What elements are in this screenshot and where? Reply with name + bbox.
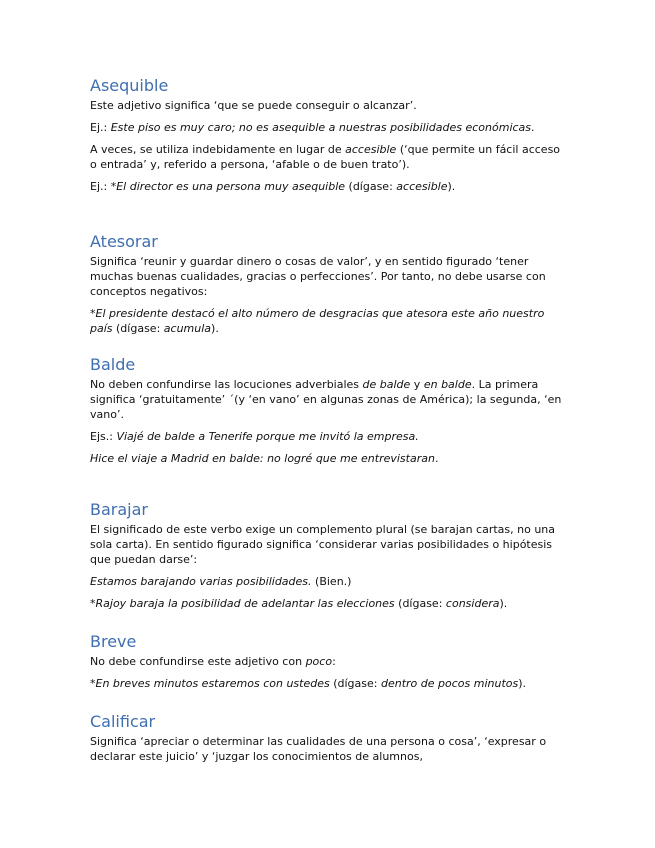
correction-end: ).	[211, 322, 219, 335]
definition-text: No deben confundirse las locuciones adverbiales	[90, 378, 363, 391]
example-suffix: .	[434, 452, 439, 465]
incorrect-example: *En breves minutos estaremos con ustedes	[90, 677, 330, 690]
example-text: Viajé de balde a Tenerife porque me invitó la empresa.	[116, 430, 419, 443]
example-paragraph	[90, 429, 570, 444]
example-text: Estamos barajando varias posibilidades.	[90, 575, 312, 588]
correction-label: (dígase:	[112, 322, 164, 335]
definition-paragraph	[90, 522, 570, 567]
note-paragraph	[90, 142, 570, 172]
example-suffix: (Bien.)	[311, 575, 352, 588]
definition-text: Significa ‘reunir y guardar dinero o cosas de valor’, y en sentido figurado ‘tener muchas buenas cualidades, gracias o perfecciones’. Por tanto, no debe usarse con conceptos negativos:	[90, 255, 546, 298]
definition-text: . La primera significa ‘gratuitamente’ ´(y ‘en vano’ en algunas zonas de América); la segunda, ‘en vano’.	[90, 378, 562, 421]
example-paragraph	[90, 596, 570, 611]
incorrect-example: *El presidente destacó el alto número de desgracias que atesora este año nuestro país	[90, 307, 545, 335]
correction-label: (dígase:	[329, 677, 381, 690]
example-prefix: Ejs.:	[90, 430, 117, 443]
example-paragraph	[90, 120, 570, 135]
correction-word: accesible	[396, 180, 448, 193]
definition-paragraph	[90, 254, 570, 299]
definition-paragraph	[90, 98, 570, 113]
definition-text: y	[410, 378, 424, 391]
example-suffix: .	[531, 121, 535, 134]
definition-text: El significado de este verbo exige un complemento plural (se barajan cartas, no una sola carta). En sentido figurado significa ‘considerar varias posibilidades o hipótesis que puedan darse’:	[90, 523, 556, 566]
definition-paragraph	[90, 734, 570, 764]
example-prefix: Ej.:	[90, 180, 111, 193]
example-prefix: Ej.:	[90, 121, 111, 134]
entry-balde	[90, 355, 570, 466]
correction-word: dentro de pocos minutos	[380, 677, 519, 690]
correction-label: (dígase:	[345, 180, 397, 193]
entry-heading: Calificar	[90, 712, 156, 731]
entry-heading: Balde	[90, 355, 136, 374]
definition-text: Este adjetivo significa ‘que se puede conseguir o alcanzar’.	[90, 99, 417, 112]
entry-heading: Asequible	[90, 76, 169, 95]
entry-atesorar	[90, 232, 570, 336]
locution-term: de balde	[362, 378, 411, 391]
correction-word: acumula	[163, 322, 212, 335]
entry-heading: Atesorar	[90, 232, 158, 251]
definition-paragraph	[90, 377, 570, 422]
entry-asequible	[90, 76, 570, 194]
definition-text: :	[332, 655, 336, 668]
locution-term: en balde	[423, 378, 472, 391]
example-paragraph	[90, 451, 570, 466]
correction-label: (dígase:	[394, 597, 446, 610]
incorrect-example: *El director es una persona muy asequible	[110, 180, 346, 193]
incorrect-example: *Rajoy baraja la posibilidad de adelantar las elecciones	[90, 597, 395, 610]
correction-word: considera	[445, 597, 500, 610]
example-text: Hice el viaje a Madrid en balde: no logré que me entrevistaran	[90, 452, 435, 465]
example-paragraph	[90, 306, 570, 336]
note-text-end: (‘que permite un fácil acceso o entrada’ y, referido a persona, ‘afable o de buen trato’).	[90, 143, 561, 171]
entry-calificar	[90, 712, 570, 764]
example-paragraph	[90, 574, 570, 589]
example-paragraph	[90, 676, 570, 691]
correction-end: ).	[447, 180, 456, 193]
entry-barajar	[90, 500, 570, 611]
definition-text: No debe confundirse este adjetivo con	[90, 655, 306, 668]
note-term: accesible	[345, 143, 397, 156]
example-paragraph	[90, 179, 570, 194]
correction-end: ).	[499, 597, 508, 610]
entry-heading: Breve	[90, 632, 137, 651]
definition-paragraph	[90, 654, 570, 669]
entry-heading: Barajar	[90, 500, 148, 519]
definition-text: Significa ‘apreciar o determinar las cualidades de una persona o cosa’, ‘expresar o declarar este juicio’ y ‘juzgar los conocimientos de alumnos,	[90, 735, 547, 763]
entry-breve	[90, 632, 570, 691]
correction-end: ).	[518, 677, 527, 690]
note-text: A veces, se utiliza indebidamente en lugar de	[90, 143, 346, 156]
example-text: Este piso es muy caro; no es asequible a nuestras posibilidades económicas	[110, 121, 532, 134]
definition-term: poco	[305, 655, 333, 668]
